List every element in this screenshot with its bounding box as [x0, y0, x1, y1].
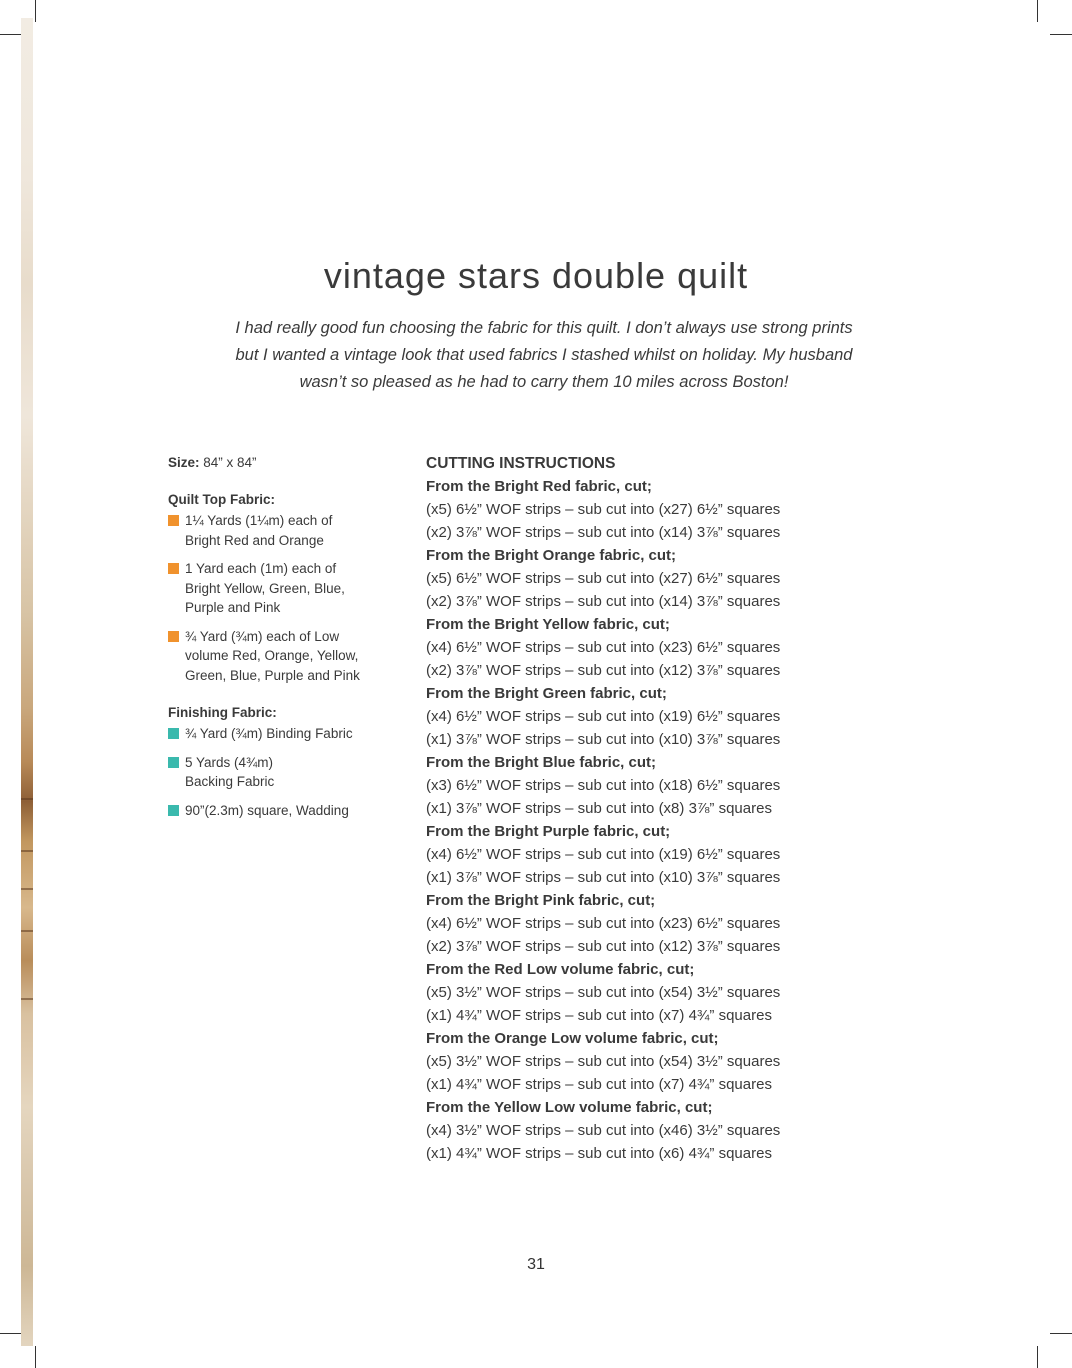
crop-mark: [35, 0, 36, 22]
list-item-text: ¾ Yard (¾m) each of Low volume Red, Orange, Yellow, Green, Blue, Purple and Pink: [185, 628, 360, 683]
crop-mark: [1037, 1346, 1038, 1368]
cut-group-heading: From the Bright Green fabric, cut;: [426, 685, 667, 702]
cut-line: (x4) 6½” WOF strips – sub cut into (x19) 6½” squares: [426, 846, 781, 863]
crop-mark: [0, 1333, 22, 1334]
cut-group-heading: From the Bright Purple fabric, cut;: [426, 823, 671, 840]
cut-group: [426, 751, 846, 820]
list-item: [168, 801, 368, 821]
cut-line: (x1) 4¾” WOF strips – sub cut into (x6) 4¾” squares: [426, 1145, 772, 1162]
bullet-square-icon: [168, 757, 179, 768]
quilt-top-list: [168, 511, 368, 685]
page-title: vintage stars double quilt: [323, 255, 749, 296]
finishing-heading: Finishing Fabric:: [168, 705, 277, 720]
list-item-text: 90”(2.3m) square, Wadding: [185, 802, 349, 818]
list-item: [168, 511, 368, 550]
cut-group: [426, 682, 846, 751]
cut-line: (x2) 3⅞” WOF strips – sub cut into (x14) 3⅞” squares: [426, 524, 781, 541]
intro-paragraph: I had really good fun choosing the fabric for this quilt. I don’t always use strong prints but I wanted a vintage look that used fabrics I stashed whilst on holiday. My husband wasn’t so pleased as he had to carry them 10 miles across Boston!: [235, 319, 853, 391]
photo-edge-strip: [21, 18, 33, 1346]
cut-line: (x4) 6½” WOF strips – sub cut into (x23) 6½” squares: [426, 639, 781, 656]
cut-group-heading: From the Bright Yellow fabric, cut;: [426, 616, 670, 633]
cut-line: (x5) 3½” WOF strips – sub cut into (x54) 3½” squares: [426, 984, 781, 1001]
cut-group: [426, 889, 846, 958]
cut-group: [426, 958, 846, 1027]
cut-line: (x2) 3⅞” WOF strips – sub cut into (x12) 3⅞” squares: [426, 938, 781, 955]
cut-group-heading: From the Bright Blue fabric, cut;: [426, 754, 657, 771]
list-item: [168, 559, 368, 618]
crop-mark: [1050, 34, 1072, 35]
cut-group-heading: From the Bright Red fabric, cut;: [426, 478, 652, 495]
cut-group: [426, 613, 846, 682]
cut-line: (x1) 4¾” WOF strips – sub cut into (x7) 4¾” squares: [426, 1076, 772, 1093]
bullet-square-icon: [168, 728, 179, 739]
cut-group-heading: From the Yellow Low volume fabric, cut;: [426, 1099, 713, 1116]
bullet-square-icon: [168, 631, 179, 642]
cut-line: (x2) 3⅞” WOF strips – sub cut into (x14) 3⅞” squares: [426, 593, 781, 610]
cutting-heading: CUTTING INSTRUCTIONS: [426, 455, 616, 472]
crop-mark: [1037, 0, 1038, 22]
cut-line: (x5) 6½” WOF strips – sub cut into (x27) 6½” squares: [426, 570, 781, 587]
cut-line: (x4) 6½” WOF strips – sub cut into (x19) 6½” squares: [426, 708, 781, 725]
bullet-square-icon: [168, 805, 179, 816]
cut-line: (x5) 6½” WOF strips – sub cut into (x27) 6½” squares: [426, 501, 781, 518]
cut-group: [426, 475, 846, 544]
quilt-top-heading: Quilt Top Fabric:: [168, 492, 275, 507]
cut-line: (x1) 3⅞” WOF strips – sub cut into (x10) 3⅞” squares: [426, 731, 781, 748]
list-item-text: 1¼ Yards (1¼m) each of Bright Red and Orange: [185, 513, 333, 548]
crop-mark: [1050, 1333, 1072, 1334]
cut-group: [426, 544, 846, 613]
page-number: 31: [527, 1256, 545, 1273]
cut-group-heading: From the Bright Pink fabric, cut;: [426, 892, 656, 909]
list-item-text: ¾ Yard (¾m) Binding Fabric: [185, 726, 353, 741]
cut-group-heading: From the Bright Orange fabric, cut;: [426, 547, 677, 564]
cut-group: [426, 1027, 846, 1096]
size-label: Size:: [168, 455, 200, 470]
bullet-square-icon: [168, 515, 179, 526]
list-item: [168, 627, 368, 686]
crop-mark: [35, 1346, 36, 1368]
cut-line: (x2) 3⅞” WOF strips – sub cut into (x12) 3⅞” squares: [426, 662, 781, 679]
cut-group: [426, 1096, 846, 1165]
list-item: [168, 724, 368, 744]
list-item-text: 5 Yards (4¾m) Backing Fabric: [185, 754, 275, 789]
size-line: [168, 455, 368, 470]
list-item-text: 1 Yard each (1m) each of Bright Yellow, Green, Blue, Purple and Pink: [185, 561, 345, 615]
cut-group-heading: From the Orange Low volume fabric, cut;: [426, 1030, 719, 1047]
cut-line: (x1) 3⅞” WOF strips – sub cut into (x10) 3⅞” squares: [426, 869, 781, 886]
materials-column: [168, 455, 368, 840]
cut-line: (x5) 3½” WOF strips – sub cut into (x54) 3½” squares: [426, 1053, 781, 1070]
bullet-square-icon: [168, 563, 179, 574]
cutting-instructions: [426, 452, 846, 1165]
cut-line: (x4) 6½” WOF strips – sub cut into (x23) 6½” squares: [426, 915, 781, 932]
cut-line: (x3) 6½” WOF strips – sub cut into (x18) 6½” squares: [426, 777, 781, 794]
finishing-list: [168, 724, 368, 820]
cut-group-heading: From the Red Low volume fabric, cut;: [426, 961, 695, 978]
cut-line: (x1) 3⅞” WOF strips – sub cut into (x8) 3⅞” squares: [426, 800, 772, 817]
cut-group: [426, 820, 846, 889]
crop-mark: [0, 34, 22, 35]
size-value: 84” x 84”: [203, 455, 257, 470]
cut-line: (x1) 4¾” WOF strips – sub cut into (x7) 4¾” squares: [426, 1007, 772, 1024]
list-item: [168, 753, 295, 792]
cut-line: (x4) 3½” WOF strips – sub cut into (x46) 3½” squares: [426, 1122, 781, 1139]
